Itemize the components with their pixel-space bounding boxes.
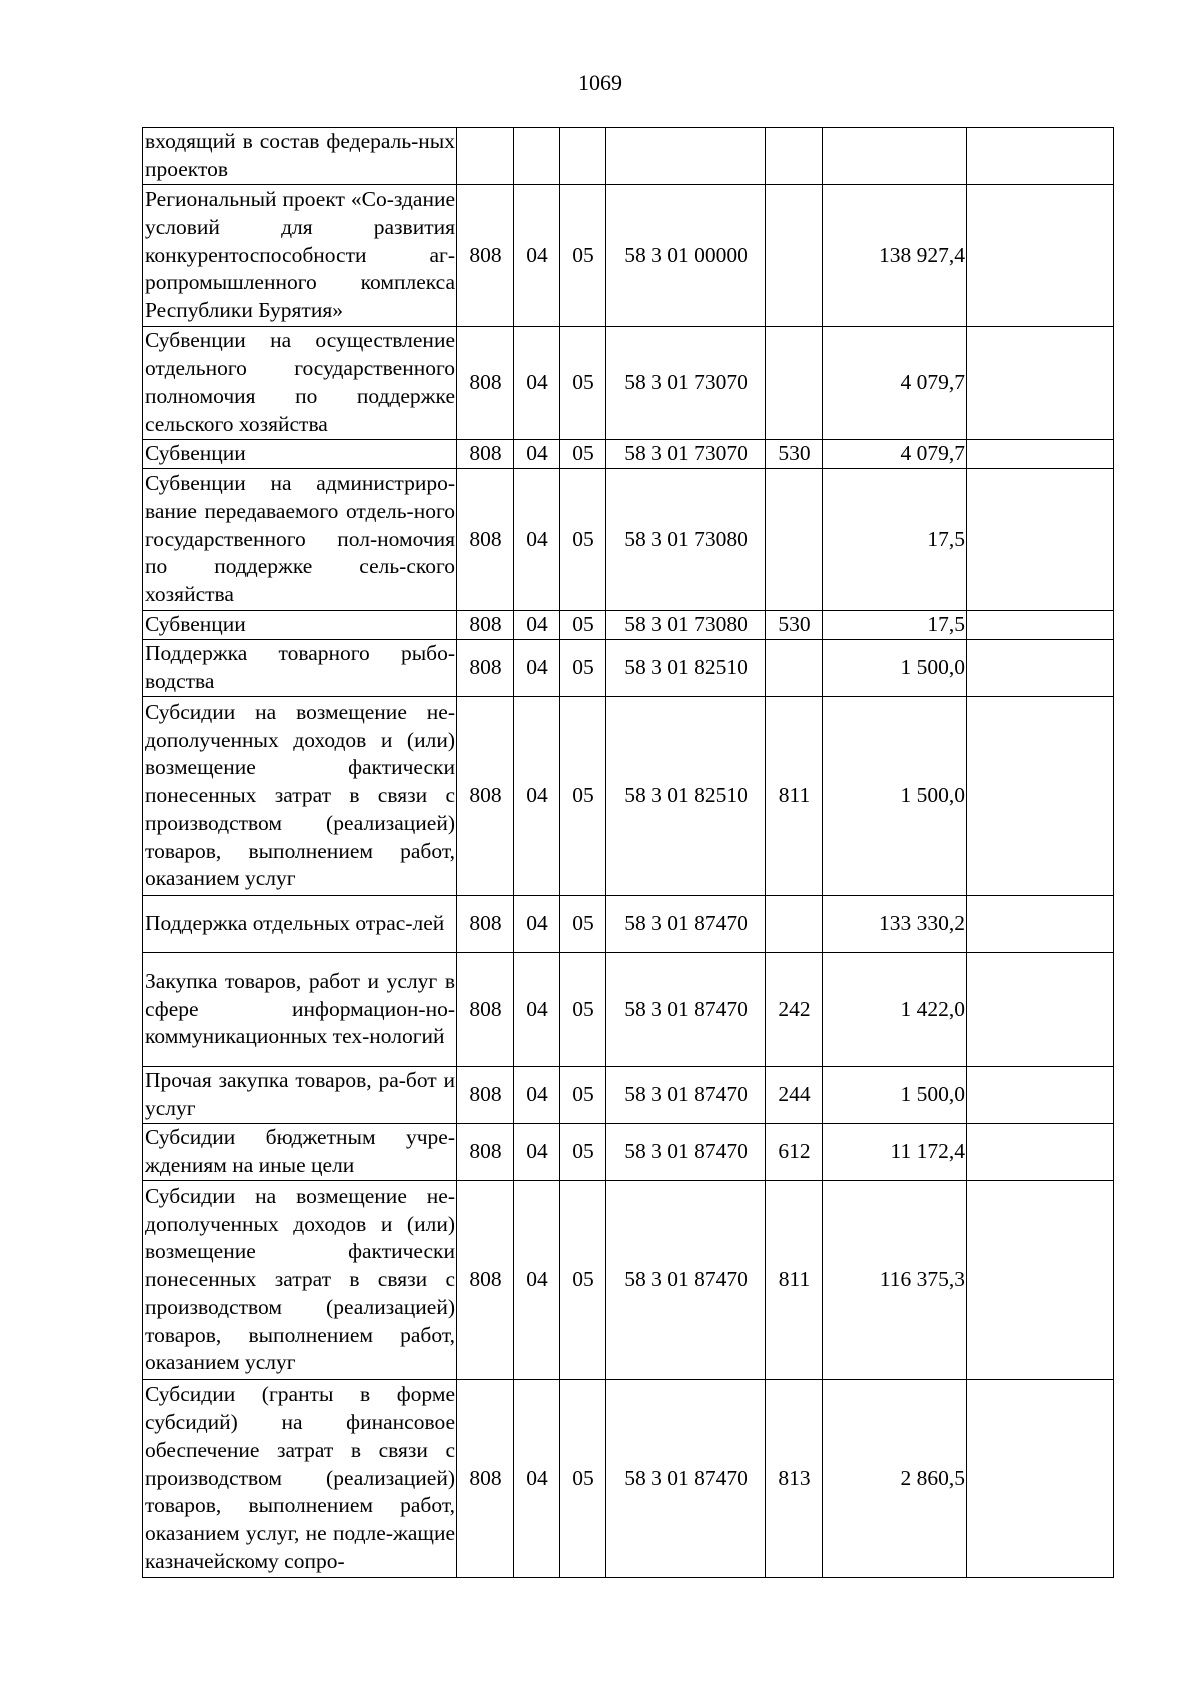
subsection-code-cell: 05	[560, 1124, 606, 1181]
section-code-cell: 04	[514, 1067, 560, 1124]
row-name-cell: входящий в состав федераль-ных проектов	[143, 128, 457, 185]
subsection-code-cell: 05	[560, 469, 606, 611]
subsection-code-cell: 05	[560, 185, 606, 327]
ministry-code-cell: 808	[457, 611, 514, 640]
table-row	[143, 640, 1114, 697]
section-code-cell: 04	[514, 611, 560, 640]
ministry-code-cell: 808	[457, 440, 514, 469]
subsection-code-cell: 05	[560, 1181, 606, 1380]
row-name-cell: Субвенции на администриро-вание передаваемого отдель-ного государственного пол-номочия по поддержке сель-ского хозяйства	[143, 469, 457, 611]
section-code-cell: 04	[514, 697, 560, 896]
subsection-code-cell: 05	[560, 327, 606, 440]
amount-cell: 11 172,4	[823, 1124, 967, 1181]
target-article-cell: 58 3 01 87470	[606, 1124, 766, 1181]
target-article-cell: 58 3 01 87470	[606, 1181, 766, 1380]
subsection-code-cell: 05	[560, 896, 606, 953]
empty-cell	[967, 1181, 1114, 1380]
table-row	[143, 1124, 1114, 1181]
ministry-code-cell: 808	[457, 640, 514, 697]
table-row	[143, 1380, 1114, 1578]
amount-cell: 1 500,0	[823, 640, 967, 697]
section-code-cell: 04	[514, 469, 560, 611]
target-article-cell: 58 3 01 73080	[606, 611, 766, 640]
empty-cell	[967, 697, 1114, 896]
ministry-code-cell: 808	[457, 1124, 514, 1181]
expense-type-cell: 813	[766, 1380, 823, 1578]
expense-type-cell: 242	[766, 953, 823, 1067]
ministry-code-cell: 808	[457, 896, 514, 953]
row-name-cell: Поддержка товарного рыбо-водства	[143, 640, 457, 697]
section-code-cell: 04	[514, 1181, 560, 1380]
empty-cell	[967, 1067, 1114, 1124]
ministry-code-cell: 808	[457, 953, 514, 1067]
table-row	[143, 896, 1114, 953]
table-body	[143, 128, 1114, 1578]
amount-cell: 17,5	[823, 611, 967, 640]
amount-cell: 2 860,5	[823, 1380, 967, 1578]
target-article-cell	[606, 128, 766, 185]
amount-cell: 17,5	[823, 469, 967, 611]
row-name-cell: Прочая закупка товаров, ра-бот и услуг	[143, 1067, 457, 1124]
expense-type-cell	[766, 896, 823, 953]
subsection-code-cell: 05	[560, 1067, 606, 1124]
ministry-code-cell: 808	[457, 327, 514, 440]
amount-cell	[823, 128, 967, 185]
section-code-cell	[514, 128, 560, 185]
amount-cell: 133 330,2	[823, 896, 967, 953]
table-row	[143, 1181, 1114, 1380]
subsection-code-cell: 05	[560, 1380, 606, 1578]
row-name-cell: Закупка товаров, работ и услуг в сфере информацион-но-коммуникационных тех-нологий	[143, 953, 457, 1067]
expense-type-cell: 612	[766, 1124, 823, 1181]
ministry-code-cell: 808	[457, 697, 514, 896]
subsection-code-cell: 05	[560, 440, 606, 469]
section-code-cell: 04	[514, 440, 560, 469]
empty-cell	[967, 953, 1114, 1067]
target-article-cell: 58 3 01 82510	[606, 640, 766, 697]
amount-cell: 1 422,0	[823, 953, 967, 1067]
section-code-cell: 04	[514, 640, 560, 697]
table-row	[143, 611, 1114, 640]
amount-cell: 138 927,4	[823, 185, 967, 327]
table-row	[143, 697, 1114, 896]
table-row	[143, 953, 1114, 1067]
expense-type-cell	[766, 469, 823, 611]
page-number: 1069	[578, 70, 622, 95]
target-article-cell: 58 3 01 82510	[606, 697, 766, 896]
empty-cell	[967, 1124, 1114, 1181]
target-article-cell: 58 3 01 73080	[606, 469, 766, 611]
empty-cell	[967, 640, 1114, 697]
empty-cell	[967, 128, 1114, 185]
empty-cell	[967, 896, 1114, 953]
expense-type-cell	[766, 185, 823, 327]
row-name-cell: Региональный проект «Со-здание условий для развития конкурентоспособности аг-ропромышленного комплекса Республики Бурятия»	[143, 185, 457, 327]
target-article-cell: 58 3 01 87470	[606, 896, 766, 953]
target-article-cell: 58 3 01 73070	[606, 440, 766, 469]
amount-cell: 116 375,3	[823, 1181, 967, 1380]
empty-cell	[967, 327, 1114, 440]
table-row	[143, 185, 1114, 327]
subsection-code-cell: 05	[560, 953, 606, 1067]
row-name-cell: Субвенции	[143, 611, 457, 640]
row-name-cell: Субсидии на возмещение не-дополученных доходов и (или) возмещение фактически понесенных затрат в связи с производством (реализацией) товаров, выполнением работ, оказанием услуг	[143, 697, 457, 896]
empty-cell	[967, 469, 1114, 611]
expense-type-cell: 530	[766, 611, 823, 640]
row-name-cell: Поддержка отдельных отрас-лей	[143, 896, 457, 953]
amount-cell: 4 079,7	[823, 327, 967, 440]
empty-cell	[967, 185, 1114, 327]
empty-cell	[967, 440, 1114, 469]
row-name-cell: Субсидии (гранты в форме субсидий) на финансовое обеспечение затрат в связи с производством (реализацией) товаров, выполнением работ, оказанием услуг, не подле-жащие казначейскому сопро-	[143, 1380, 457, 1578]
subsection-code-cell: 05	[560, 640, 606, 697]
subsection-code-cell: 05	[560, 611, 606, 640]
row-name-cell: Субсидии на возмещение не-дополученных доходов и (или) возмещение фактически понесенных затрат в связи с производством (реализацией) товаров, выполнением работ, оказанием услуг	[143, 1181, 457, 1380]
target-article-cell: 58 3 01 87470	[606, 1380, 766, 1578]
subsection-code-cell	[560, 128, 606, 185]
expense-type-cell: 530	[766, 440, 823, 469]
target-article-cell: 58 3 01 00000	[606, 185, 766, 327]
ministry-code-cell: 808	[457, 1380, 514, 1578]
section-code-cell: 04	[514, 185, 560, 327]
expense-type-cell	[766, 128, 823, 185]
amount-cell: 1 500,0	[823, 697, 967, 896]
section-code-cell: 04	[514, 896, 560, 953]
expense-type-cell: 244	[766, 1067, 823, 1124]
ministry-code-cell	[457, 128, 514, 185]
expense-type-cell: 811	[766, 1181, 823, 1380]
section-code-cell: 04	[514, 327, 560, 440]
target-article-cell: 58 3 01 73070	[606, 327, 766, 440]
row-name-cell: Субвенции на осуществление отдельного государственного полномочия по поддержке сельского хозяйства	[143, 327, 457, 440]
section-code-cell: 04	[514, 1124, 560, 1181]
row-name-cell: Субвенции	[143, 440, 457, 469]
table-row	[143, 128, 1114, 185]
empty-cell	[967, 1380, 1114, 1578]
table-row	[143, 469, 1114, 611]
expense-type-cell	[766, 327, 823, 440]
amount-cell: 4 079,7	[823, 440, 967, 469]
table-row	[143, 327, 1114, 440]
expense-type-cell: 811	[766, 697, 823, 896]
row-name-cell: Субсидии бюджетным учре-ждениям на иные цели	[143, 1124, 457, 1181]
target-article-cell: 58 3 01 87470	[606, 1067, 766, 1124]
section-code-cell: 04	[514, 953, 560, 1067]
target-article-cell: 58 3 01 87470	[606, 953, 766, 1067]
ministry-code-cell: 808	[457, 1067, 514, 1124]
table-row	[143, 1067, 1114, 1124]
empty-cell	[967, 611, 1114, 640]
ministry-code-cell: 808	[457, 1181, 514, 1380]
subsection-code-cell: 05	[560, 697, 606, 896]
ministry-code-cell: 808	[457, 185, 514, 327]
expense-type-cell	[766, 640, 823, 697]
table-row	[143, 440, 1114, 469]
budget-table	[142, 127, 1114, 1578]
amount-cell: 1 500,0	[823, 1067, 967, 1124]
section-code-cell: 04	[514, 1380, 560, 1578]
ministry-code-cell: 808	[457, 469, 514, 611]
